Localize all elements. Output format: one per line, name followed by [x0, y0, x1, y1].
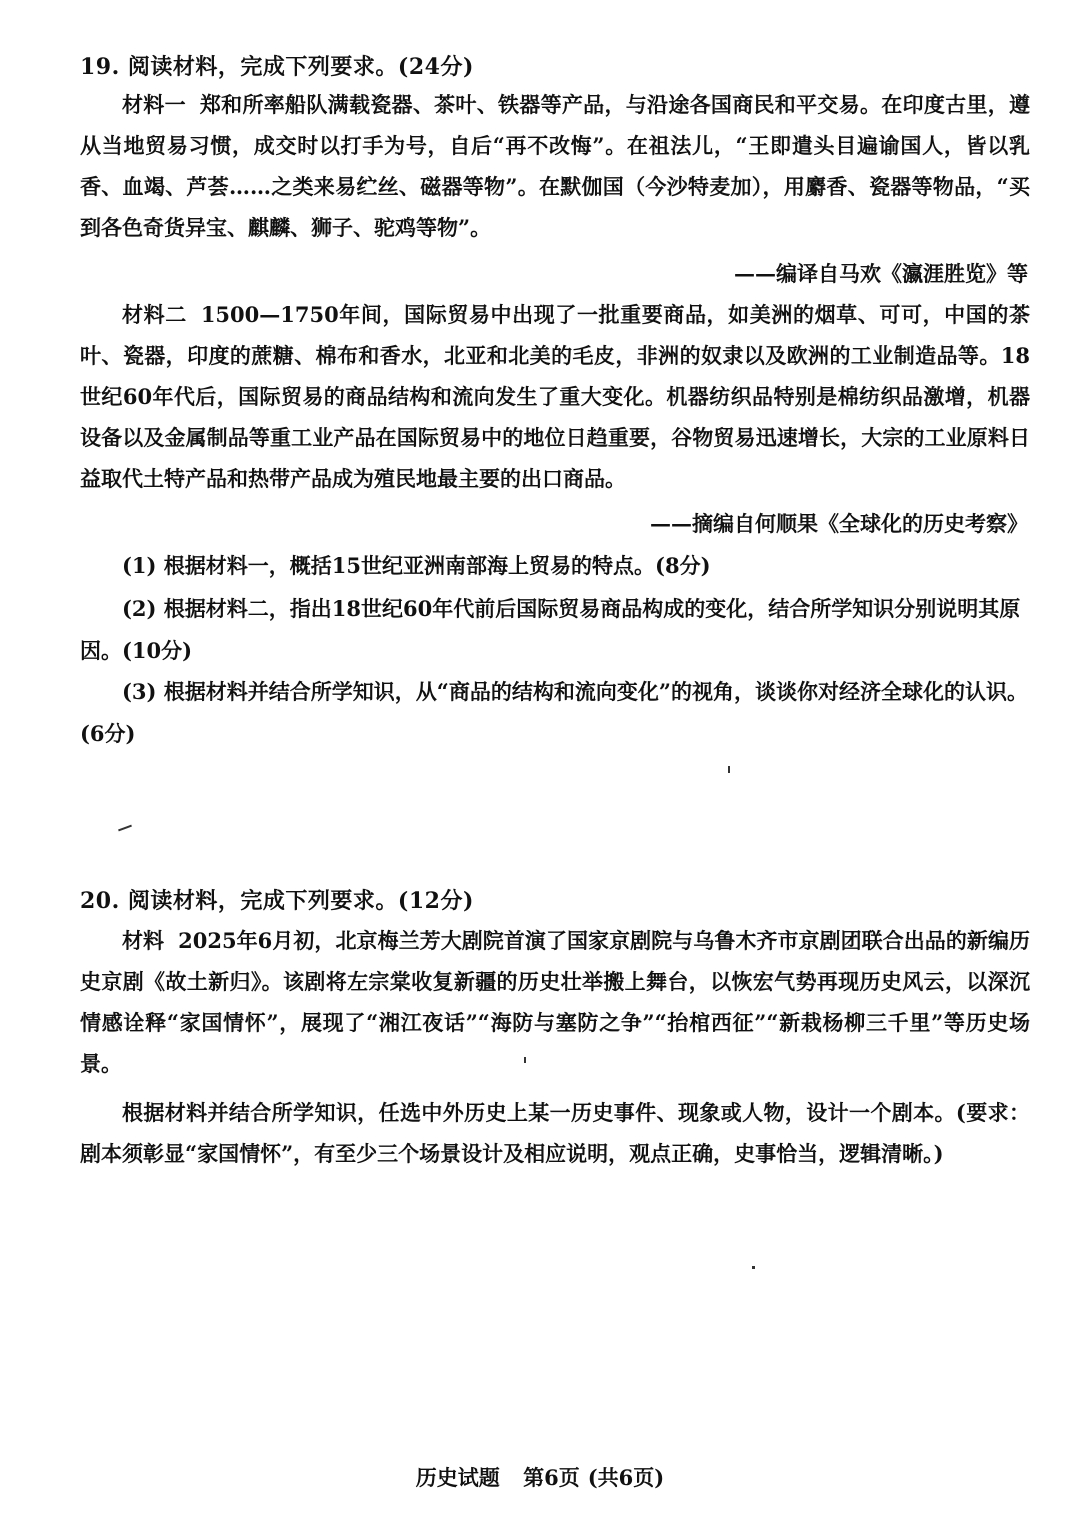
q19-material-2-source: ——摘编自何顺果《全球化的历史考察》 [650, 511, 1028, 536]
scan-speck [118, 825, 132, 832]
scan-speck [524, 1057, 526, 1063]
q20-material-label: 材料 [122, 928, 165, 953]
q19-material-1-source: ——编译自马欢《瀛涯胜览》等 [734, 261, 1028, 286]
q19-material-2 [80, 294, 1030, 499]
q19-material-1-label: 材料一 [122, 92, 186, 117]
q19-subquestion-3: (3) 根据材料并结合所学知识，从“商品的结构和流向变化”的视角，谈谈你对经济全球化的认识。(6分) [80, 679, 1028, 746]
q19-subquestion-2: (2) 根据材料二，指出18世纪60年代前后国际贸易商品构成的变化，结合所学知识分别说明其原因。(10分) [80, 596, 1021, 663]
footer-total: (共6页) [587, 1465, 665, 1490]
q19-material-2-label: 材料二 [122, 302, 187, 327]
question-20-title: 20. 阅读材料，完成下列要求。(12分) [80, 888, 474, 914]
q19-material-1 [80, 84, 1030, 248]
scan-speck [752, 1266, 755, 1269]
scan-speck [728, 766, 730, 773]
q19-material-2-text: 1500—1750年间，国际贸易中出现了一批重要商品，如美洲的烟草、可可，中国的茶叶、瓷器，印度的蔗糖、棉布和香水，北亚和北美的毛皮，非洲的奴隶以及欧洲的工业制造品等。18世纪60年代后，国际贸易的商品结构和流向发生了重大变化。机器纺织品特别是棉纺织品激增，机器设备以及金属制品等重工业产品在国际贸易中的地位日趋重要，谷物贸易迅速增长，大宗的工业原料日益取代土特产品和热带产品成为殖民地最主要的出口商品。 [80, 302, 1030, 491]
page-footer [0, 1462, 1080, 1492]
q19-subquestion-1: (1) 根据材料一，概括15世纪亚洲南部海上贸易的特点。(8分) [122, 553, 711, 578]
footer-subject: 历史试题 [415, 1465, 500, 1490]
q20-task: 根据材料并结合所学知识，任选中外历史上某一历史事件、现象或人物，设计一个剧本。(要求：剧本须彰显“家国情怀”，有至少三个场景设计及相应说明，观点正确，史事恰当，逻辑清晰。) [80, 1100, 1030, 1166]
q20-material-text: 2025年6月初，北京梅兰芳大剧院首演了国家京剧院与乌鲁木齐市京剧团联合出品的新编历史京剧《故土新归》。该剧将左宗棠收复新疆的历史壮举搬上舞台，以恢宏气势再现历史风云，以深沉情感诠释“家国情怀”，展现了“湘江夜话”“海防与塞防之争”“抬棺西征”“新栽杨柳三千里”等历史场景。 [80, 928, 1031, 1076]
q20-material [80, 920, 1030, 1084]
q19-material-1-text: 郑和所率船队满载瓷器、茶叶、铁器等产品，与沿途各国商民和平交易。在印度古里，遵从当地贸易习惯，成交时以打手为号，自后“再不改悔”。在祖法儿，“王即遣头目遍谕国人，皆以乳香、血竭、芦荟……之类来易纻丝、磁器等物”。在默伽国（今沙特麦加），用麝香、瓷器等物品，“买到各色奇货异宝、麒麟、狮子、驼鸡等物”。 [80, 92, 1031, 240]
footer-page: 第6页 [523, 1465, 580, 1490]
question-19-title: 19. 阅读材料，完成下列要求。(24分) [80, 54, 474, 80]
